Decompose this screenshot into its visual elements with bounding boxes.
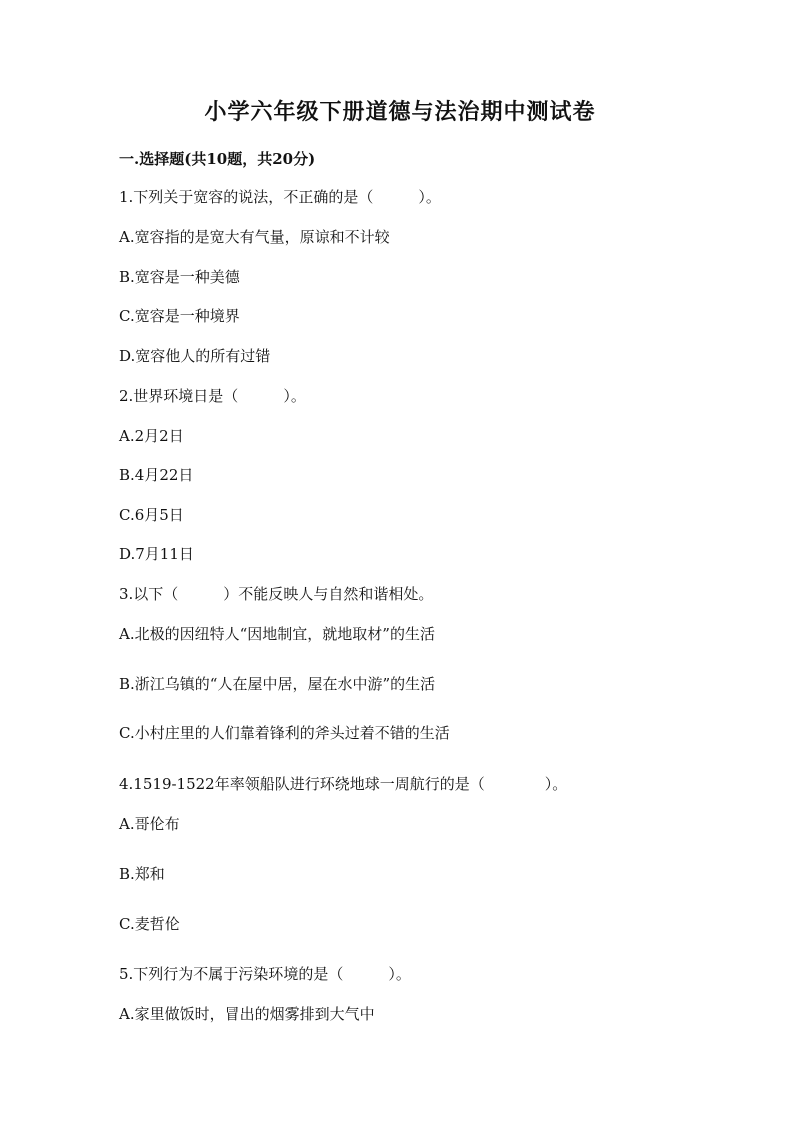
section-heading: 一.选择题(共10题，共20分): [119, 150, 316, 168]
question-4-option-c: C.麦哲伦: [119, 915, 180, 933]
question-1-option-a: A.宽容指的是宽大有气量，原谅和不计较: [119, 228, 390, 246]
question-1-option-b: B.宽容是一种美德: [119, 268, 240, 286]
question-3-option-c: C.小村庄里的人们靠着锋利的斧头过着不错的生活: [119, 724, 450, 742]
question-1-option-c: C.宽容是一种境界: [119, 307, 240, 325]
question-2-option-d: D.7月11日: [119, 545, 194, 563]
question-4-stem: 4.1519-1522年率领船队进行环绕地球一周航行的是（ ）。: [119, 775, 568, 793]
question-2-stem: 2.世界环境日是（ ）。: [119, 387, 306, 405]
question-1-option-d: D.宽容他人的所有过错: [119, 347, 271, 365]
question-4-option-b: B.郑和: [119, 865, 165, 883]
question-3-stem: 3.以下（ ）不能反映人与自然和谐相处。: [119, 585, 434, 603]
question-3-option-a: A.北极的因纽特人“因地制宜，就地取材”的生活: [119, 625, 435, 643]
question-2-option-a: A.2月2日: [119, 427, 184, 445]
question-5-stem: 5.下列行为不属于污染环境的是（ ）。: [119, 965, 411, 983]
page-title: 小学六年级下册道德与法治期中测试卷: [204, 99, 596, 125]
question-1-stem: 1.下列关于宽容的说法，不正确的是（ ）。: [119, 188, 441, 206]
question-5-option-a: A.家里做饭时，冒出的烟雾排到大气中: [119, 1005, 375, 1023]
question-2-option-c: C.6月5日: [119, 506, 184, 524]
question-2-option-b: B.4月22日: [119, 466, 194, 484]
question-3-option-b: B.浙江乌镇的“人在屋中居，屋在水中游”的生活: [119, 675, 436, 693]
question-4-option-a: A.哥伦布: [119, 815, 180, 833]
